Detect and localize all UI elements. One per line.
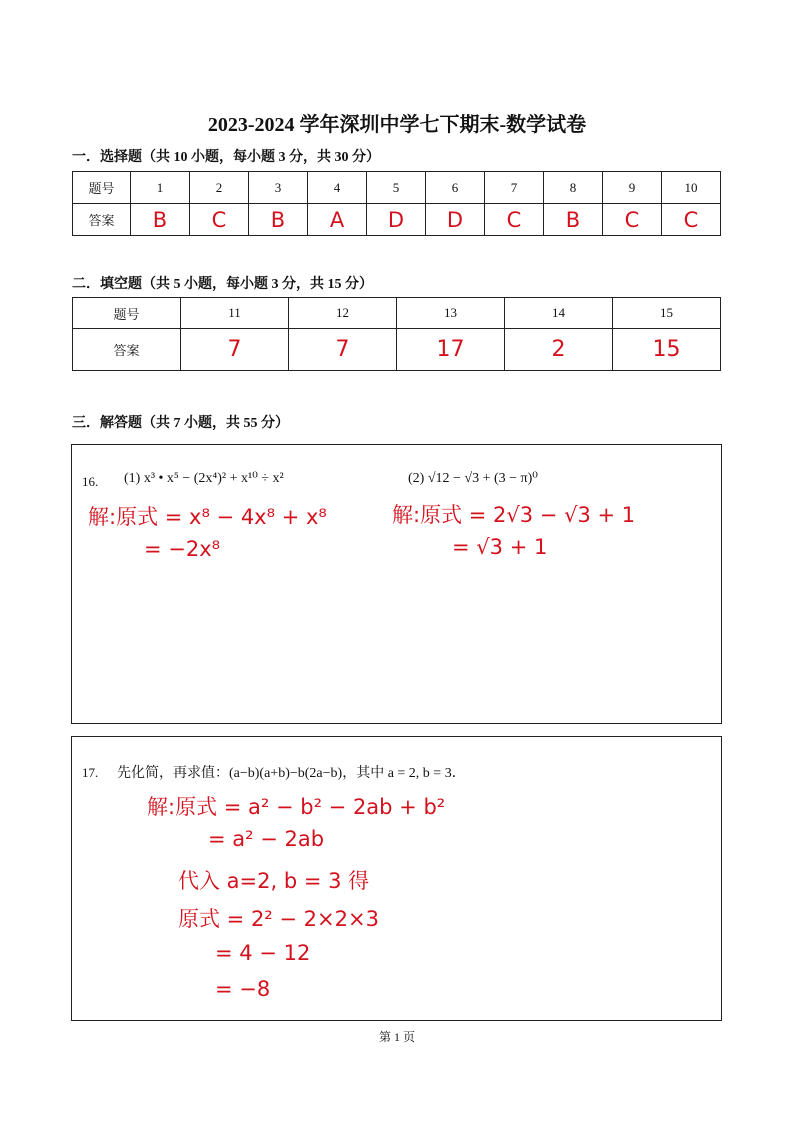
question-number: 1: [131, 172, 190, 204]
row-label-number: 题号: [73, 172, 131, 204]
solution-17-line1: 解:原式 = a² − b² − 2ab + b²: [147, 795, 446, 819]
page-number: 第 1 页: [378, 1030, 415, 1044]
answer-cell: D: [426, 204, 485, 236]
answer-cell: 7: [289, 329, 397, 371]
answer-cell: C: [662, 204, 721, 236]
question-number: 11: [181, 298, 289, 329]
question-number: 15: [613, 298, 721, 329]
row-label-answer: 答案: [73, 204, 131, 236]
answer-cell: B: [544, 204, 603, 236]
answer-cell: 17: [397, 329, 505, 371]
question-16-part1: (1) x³ • x⁵ − (2x⁴)² + x¹⁰ ÷ x²: [124, 471, 284, 486]
question-number: 6: [426, 172, 485, 204]
table-row: [73, 204, 721, 236]
table-row: [73, 298, 721, 329]
question-number: 5: [367, 172, 426, 204]
answer-cell: C: [485, 204, 544, 236]
solution-16-1-line1: 解:原式 = x⁸ − 4x⁸ + x⁸: [88, 505, 327, 529]
question-number: 8: [544, 172, 603, 204]
solution-17-line2: = a² − 2ab: [208, 827, 325, 851]
solution-17-line5: = 4 − 12: [215, 941, 311, 965]
question-number: 10: [662, 172, 721, 204]
table-row: [73, 329, 721, 371]
question-16-number: 16.: [82, 474, 99, 489]
question-17-box: [71, 736, 722, 1021]
solution-17-line4: 原式 = 2² − 2×2×3: [178, 907, 379, 931]
question-number: 2: [190, 172, 249, 204]
answer-cell: 7: [181, 329, 289, 371]
answer-cell: B: [249, 204, 308, 236]
answer-cell: B: [131, 204, 190, 236]
choice-answer-table: [72, 171, 721, 236]
solution-17-line3: 代入 a=2, b = 3 得: [178, 869, 370, 893]
question-16-part2: (2) √12 − √3 + (3 − π)⁰: [408, 471, 538, 486]
section2-heading: 二．填空题（共 5 小题，每小题 3 分，共 15 分）: [72, 277, 373, 292]
question-number: 3: [249, 172, 308, 204]
answer-cell: C: [603, 204, 662, 236]
page-title: 2023-2024 学年深圳中学七下期末-数学试卷: [207, 114, 587, 136]
section3-heading: 三．解答题（共 7 小题，共 55 分）: [72, 416, 289, 431]
question-number: 12: [289, 298, 397, 329]
question-16-box: [71, 444, 722, 724]
solution-17-line6: = −8: [215, 977, 271, 1001]
question-number: 7: [485, 172, 544, 204]
question-17-number: 17.: [82, 765, 99, 780]
fill-answer-table: [72, 297, 721, 371]
solution-16-1-line2: = −2x⁸: [144, 537, 221, 561]
answer-cell: C: [190, 204, 249, 236]
row-label-answer: 答案: [73, 329, 181, 371]
solution-16-2-line1: 解:原式 = 2√3 − √3 + 1: [392, 503, 636, 527]
answer-cell: D: [367, 204, 426, 236]
question-number: 9: [603, 172, 662, 204]
solution-16-2-line2: = √3 + 1: [452, 535, 548, 559]
section1-heading: 一．选择题（共 10 小题，每小题 3 分，共 30 分）: [72, 150, 380, 165]
question-number: 13: [397, 298, 505, 329]
question-number: 4: [308, 172, 367, 204]
table-row: [73, 172, 721, 204]
answer-cell: A: [308, 204, 367, 236]
question-number: 14: [505, 298, 613, 329]
row-label-number: 题号: [73, 298, 181, 329]
question-17-prompt: 先化简，再求值：(a−b)(a+b)−b(2a−b)，其中 a = 2, b = 3．: [117, 766, 466, 781]
answer-cell: 15: [613, 329, 721, 371]
answer-cell: 2: [505, 329, 613, 371]
